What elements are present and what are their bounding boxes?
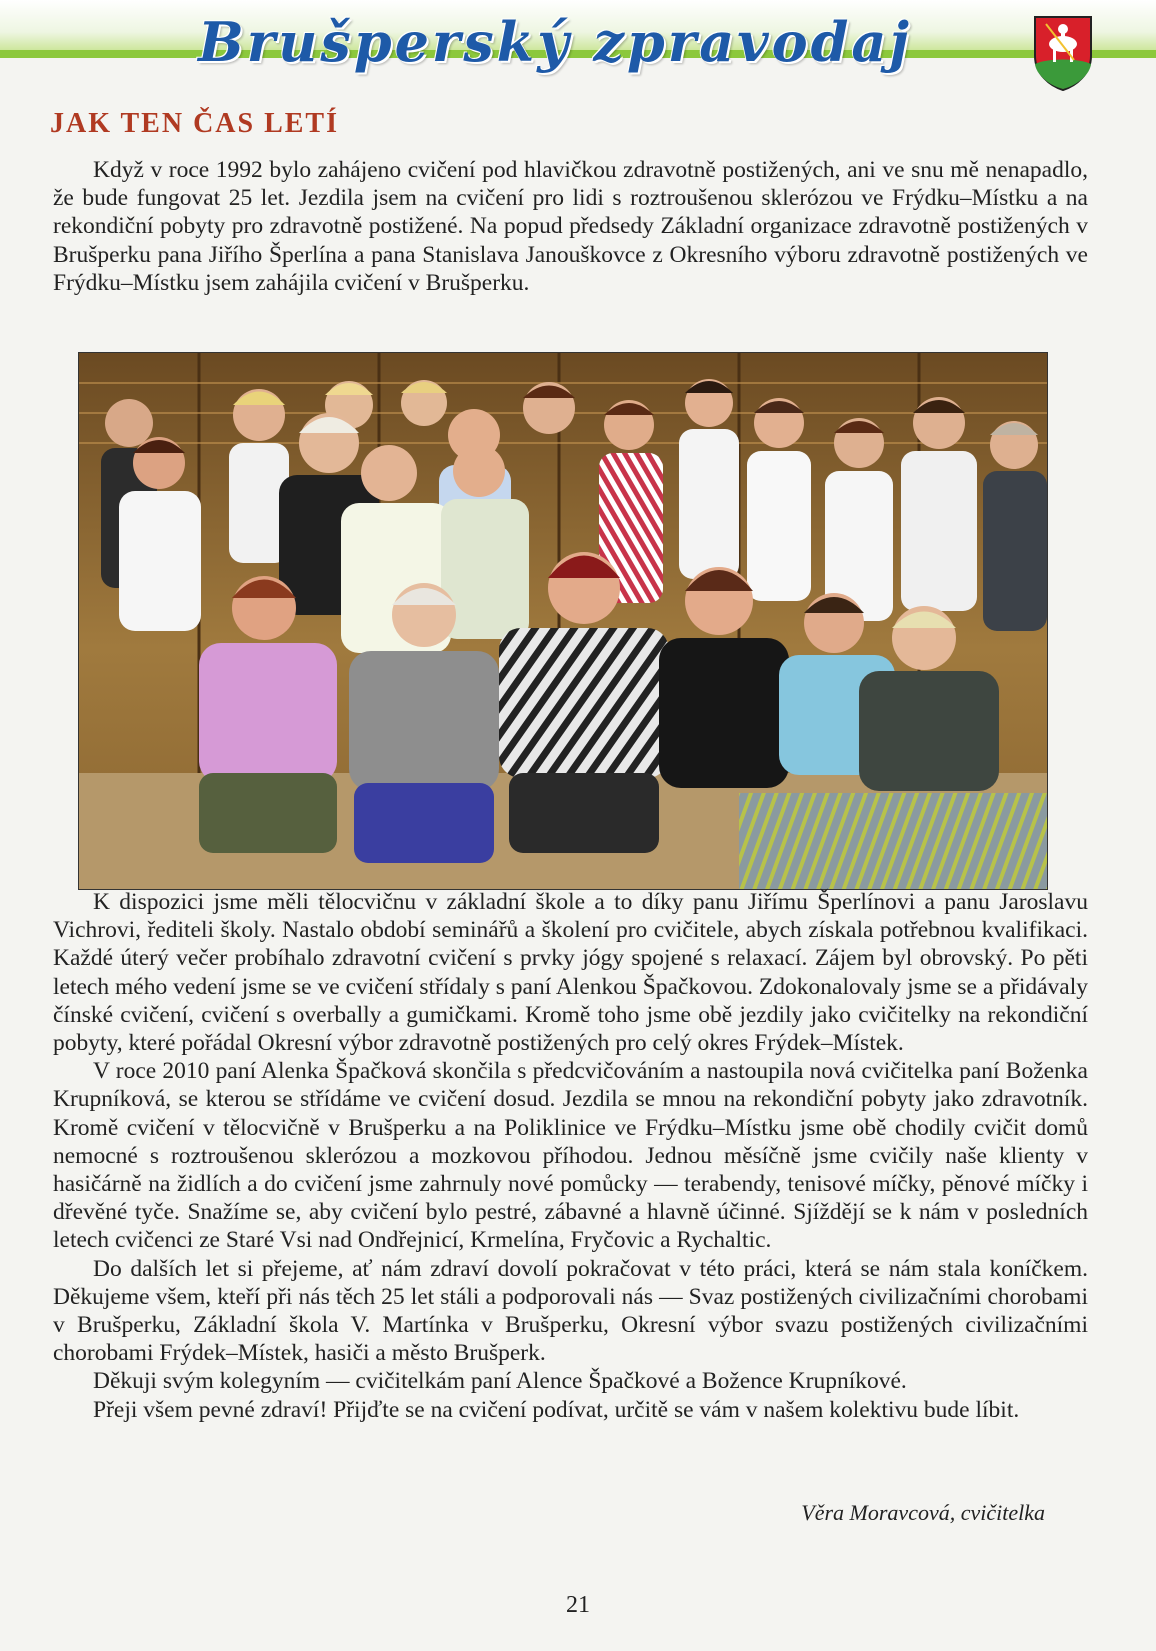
body-paragraph-5: Přeji všem pevné zdraví! Přijďte se na cvičení podívat, určitě se vám v našem kolektivu bude líbit. bbox=[93, 1396, 1020, 1423]
intro-paragraph: Když v roce 1992 bylo zahájeno cvičení pod hlavičkou zdravotně postižených, ani ve snu mě nenapadlo, že bude fungovat 25 let. Jezdila jsem na cvičení pro lidi s roztroušenou sklerózou ve Frýdku–Místku a na rekondiční pobyty pro zdravotně postižené. Na popud předsedy Základní organizace zdravotně postižených v Brušperku pana Jiřího Šperlína a pana Stanislava Janouškovce z Okresního výboru zdravotně postižených ve Frýdku–Místku jsem zahájila cvičení v Brušperku. bbox=[53, 157, 1088, 296]
article-title: JAK TEN ČAS LETÍ bbox=[50, 108, 340, 139]
body-paragraph-1: K dispozici jsme měli tělocvičnu v základní škole a to díky panu Jiřímu Šperlínovi a panu Jaroslavu Vichrovi, řediteli školy. Nastalo období seminářů a školení pro cvičitele, abych získala potřebnou kvalifikaci. Každé úterý večer probíhalo zdravotní cvičení s prvky jógy spojené s relaxací. Zájem byl obrovský. Po pěti letech mého vedení jsme se ve cvičení střídaly s paní Alenkou Špačkovou. Zdokonalovaly jsme se a přidávaly čínské cvičení, cvičení s overbally a gumičkami. Kromě toho jsme obě jezdily jako cvičitelky na rekondiční pobyty, které pořádal Okresní výbor zdravotně postižených pro celý okres Frýdek–Místek. bbox=[53, 889, 1088, 1057]
group-photo bbox=[78, 352, 1048, 890]
body-paragraph-4: Děkuji svým kolegyním — cvičitelkám paní Alence Špačkové a Božence Krupníkové. bbox=[93, 1368, 907, 1395]
page-number: 21 bbox=[566, 1592, 590, 1618]
article-body bbox=[53, 888, 1088, 1424]
masthead-title: Brušperský zpravodaj bbox=[198, 10, 912, 74]
author-signature: Věra Moravcová, cvičitelka bbox=[801, 1500, 1045, 1525]
body-paragraph-3: Do dalších let si přejeme, ať nám zdraví dovolí pokračovat v této práci, která se nám stala koníčkem. Děkujeme všem, kteří při nás těch 25 let stáli a podporovali nás — Svaz postižených civilizačními chorobami v Brušperku, Základní škola V. Martínka v Brušperku, Okresní výbor svazu postižených civilizačními chorobami Frýdek–Místek, hasiči a město Brušperk. bbox=[53, 1255, 1088, 1367]
body-paragraph-2: V roce 2010 paní Alenka Špačková skončila s předcvičováním a nastoupila nová cvičitelka paní Boženka Krupníková, se kterou se střídáme ve cvičení dosud. Jezdila se mnou na rekondiční pobyty jako zdravotník. Kromě cvičení v tělocvičně v Brušperku a na Poliklinice ve Frýdku–Místku jsme obě chodily cvičit domů nemocné s roztroušenou sklerózou a mozkovou příhodou. Jednou měsíčně jsme cvičily naše klienty v hasičárně na židlích a do cvičení jsme zahrnuly nové pomůcky — terabendy, tenisové míčky, pěnové míčky i dřevěné tyče. Snažíme se, aby cvičení bylo pestré, zábavné a hlavně účinné. Sjíždějí se k nám v posledních letech cvičenci ze Staré Vsi nad Ondřejnicí, Krmelína, Fryčovic a Rychaltic. bbox=[53, 1058, 1088, 1254]
coat-of-arms-icon bbox=[1032, 14, 1094, 92]
